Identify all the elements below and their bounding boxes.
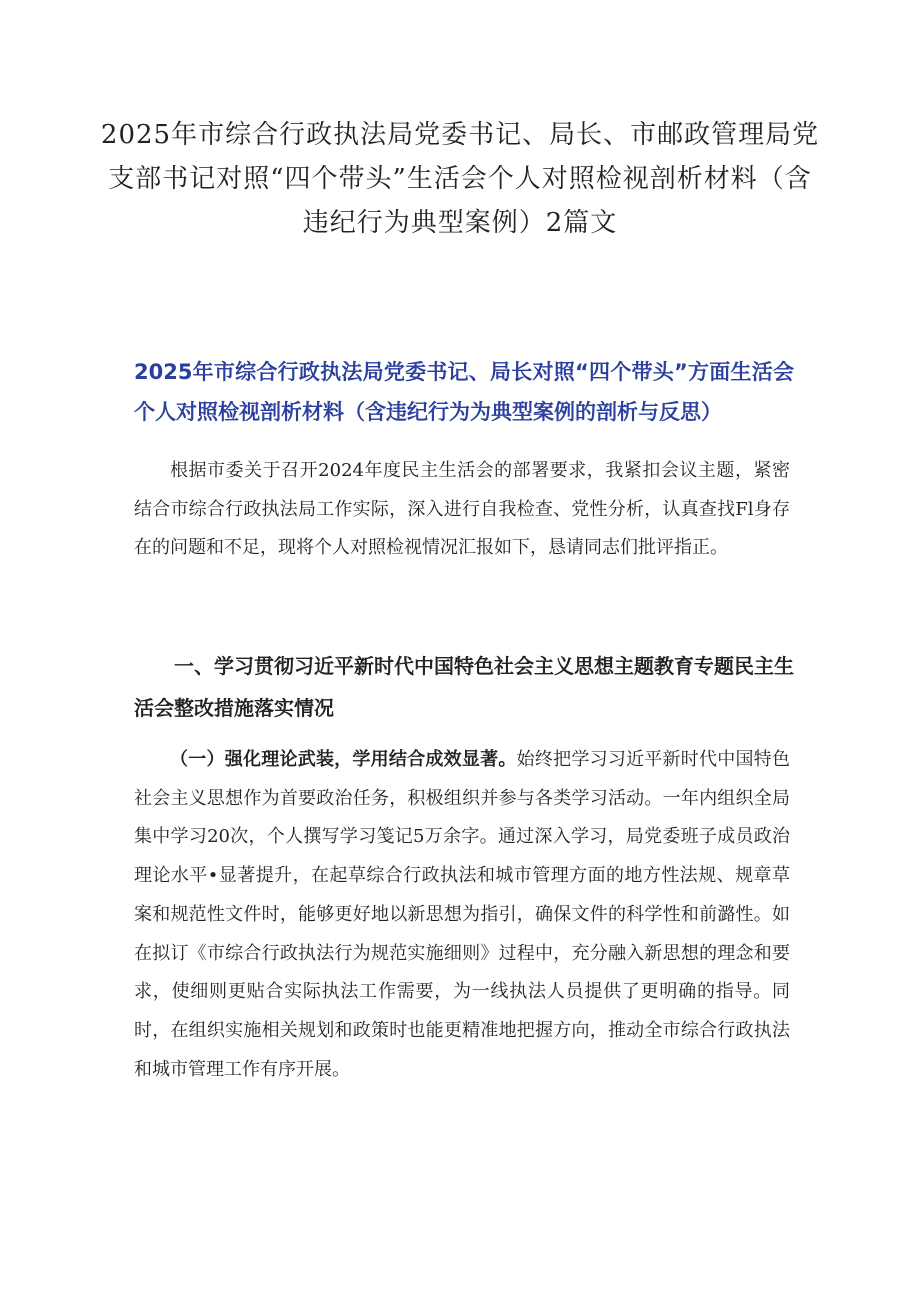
- intro-paragraph: 根据市委关于召开2024年度民主生活会的部署要求，我紧扣会议主题，紧密结合市综合行政执法局工作实际，深入进行自我检查、党性分析，认真查找Fl身存在的问题和不足，现将个人对照检视情况汇报如下，恳请同志们批评指正。: [134, 460, 790, 558]
- subsection-one-text: 始终把学习习近平新时代中国特色社会主义思想作为首要政治任务，积极组织并参与各类学习活动。一年内组织全局集中学习20次，个人撰写学习笺记5万余字。通过深入学习，局党委班子成员政治理论水平•显著提升，在起草综合行政执法和城市管理方面的地方性法规、规章草案和规范性文件时，能够更好地以新思想为指引，确保文件的科学性和前潞性。如在拟订《市综合行政执法行为规范实施细则》过程中，充分融入新思想的理念和要求，使细则更贴合实际执法工作需要，为一线执法人员提供了更明确的指导。同时，在组织实施相关规划和政策时也能更精准地把握方向，推动全市综合行政执法和城市管理工作有序开展。: [134, 749, 791, 1080]
- document-title: 2025年市综合行政执法局党委书记、局长、市邮政管理局党支部书记对照“四个带头”生活会个人对照检视剖析材料（含违纪行为典型案例）2篇文: [100, 120, 820, 238]
- subsection-one-lead: （一）强化理论武装，学用结合成效显著。: [170, 749, 517, 770]
- subsection-one-paragraph: [134, 741, 790, 1089]
- heading-one: 一、学习贯彻习近平新时代中国特色社会主义思想主题教育专题民主生活会整改措施落实情况: [134, 654, 794, 720]
- section-title: 2025年市综合行政执法局党委书记、局长对照“四个带头”方面生活会个人对照检视剖析材料（含违纪行为为典型案例的剖析与反思）: [134, 360, 794, 424]
